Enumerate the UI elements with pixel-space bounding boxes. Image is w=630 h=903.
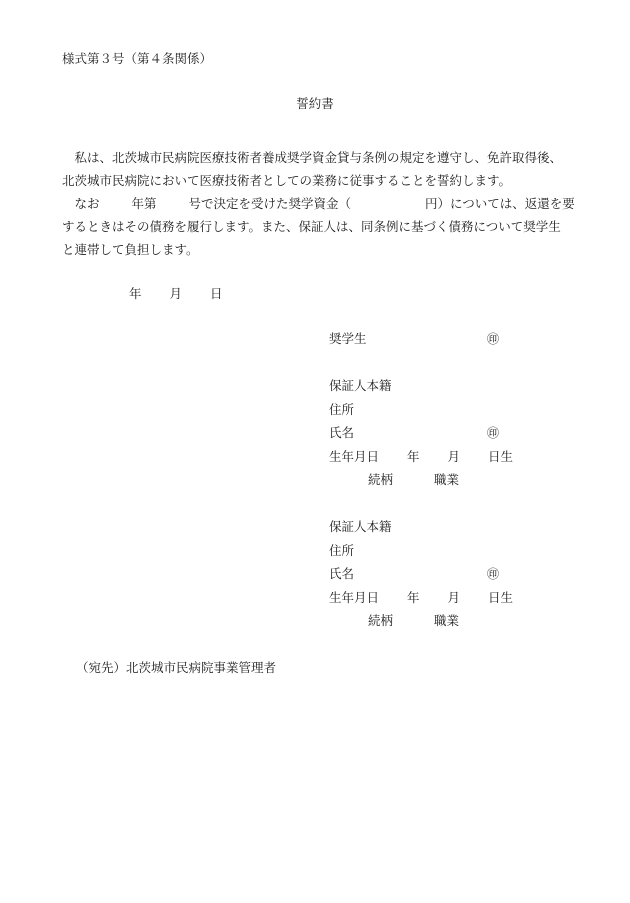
relation-label: 続柄 — [368, 472, 394, 487]
student-seal-icon: ㊞ — [487, 332, 500, 346]
date-month: 月 — [169, 286, 183, 301]
occupation-label: 職業 — [434, 613, 460, 628]
date-day: 日 — [210, 286, 223, 301]
birth-month: 月 — [447, 449, 461, 464]
birth-day: 日生 — [488, 590, 514, 605]
guarantor-2-seal-icon: ㊞ — [487, 567, 500, 581]
pledge-paragraph — [62, 146, 602, 192]
repayment-line-3: と連帯して負担します。 — [62, 242, 199, 257]
guarantor-2-relation — [368, 615, 459, 628]
birth-label: 生年月日 — [329, 449, 380, 464]
occupation-label: 職業 — [434, 472, 460, 487]
guarantor-2-address: 住所 — [329, 543, 355, 558]
decision-text: 号で決定を受けた奨学資金（ — [188, 196, 352, 211]
birth-year: 年 — [407, 590, 420, 605]
guarantor-2-domicile: 保証人本籍 — [329, 519, 392, 534]
pledge-line-1: 私は、北茨城市民病院医療技術者養成奨学資金貸与条例の規定を遵守し、免許取得後、 — [62, 150, 563, 165]
birth-year: 年 — [407, 449, 420, 464]
signing-date — [129, 288, 223, 301]
guarantor-1-relation — [368, 474, 459, 487]
guarantor-2-name: 氏名 — [329, 566, 355, 581]
form-number-label: 様式第３号（第４条関係） — [62, 51, 213, 66]
relation-label: 続柄 — [368, 613, 394, 628]
birth-label: 生年月日 — [329, 590, 380, 605]
repayment-line-1 — [62, 192, 602, 215]
guarantor-2-birth — [329, 592, 513, 605]
amount-text: 円）については、返還を要 — [425, 196, 575, 211]
guarantor-1-domicile: 保証人本籍 — [329, 378, 392, 393]
student-label: 奨学生 — [329, 331, 367, 346]
guarantor-1-seal-icon: ㊞ — [487, 426, 500, 440]
guarantor-1-name: 氏名 — [329, 425, 355, 440]
nao-text: なお — [62, 196, 100, 211]
guarantor-1-address: 住所 — [329, 402, 355, 417]
pledge-line-2: 北茨城市民病院において医療技術者としての業務に従事することを誓約します。 — [62, 173, 512, 188]
guarantor-1-birth — [329, 451, 513, 464]
addressee-line: （宛先）北茨城市民病院事業管理者 — [76, 660, 277, 675]
document-title: 誓約書 — [296, 96, 334, 111]
birth-day: 日生 — [488, 449, 514, 464]
repayment-line-2: するときはその債務を履行します。また、保証人は、同条例に基づく債務について奨学生 — [62, 219, 561, 234]
birth-month: 月 — [447, 590, 461, 605]
repayment-paragraph — [62, 192, 602, 261]
date-year: 年 — [129, 286, 142, 301]
year-number-text: 年第 — [131, 196, 157, 211]
